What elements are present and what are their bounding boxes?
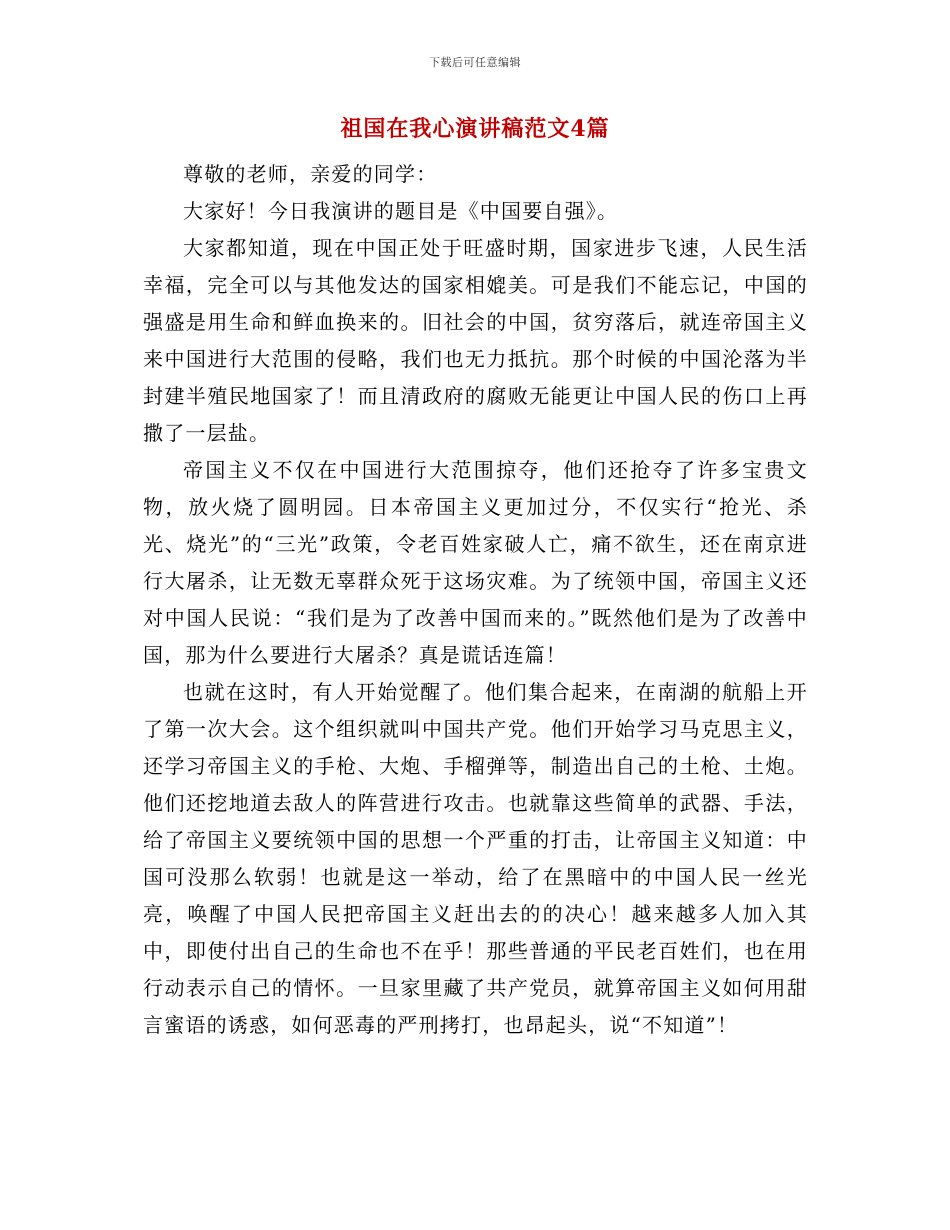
paragraph-2: 帝国主义不仅在中国进行大范围掠夺，他们还抢夺了许多宝贵文物，放火烧了圆明园。日本帝国主义更加过分，不仅实行“抢光、杀光、烧光”的“三光”政策，令老百姓家破人亡，痛不欲生，还在南京进行大屠杀，让无数无辜群众死于这场灾难。为了统领中国，帝国主义还对中国人民说：“我们是为了改善中国而来的。”既然他们是为了改善中国，那为什么要进行大屠杀？真是谎话连篇！	[143, 458, 808, 667]
document-body	[143, 156, 808, 1044]
paragraph-greeting: 大家好！今日我演讲的题目是《中国要自强》。	[183, 199, 619, 223]
header-note: 下载后可任意编辑	[429, 56, 521, 69]
paragraph-1: 大家都知道，现在中国正处于旺盛时期，国家进步飞速，人民生活幸福，完全可以与其他发达的国家相媲美。可是我们不能忘记，中国的强盛是用生命和鲜血换来的。旧社会的中国，贫穷落后，就连帝国主义来中国进行大范围的侵略，我们也无力抵抗。那个时候的中国沦落为半封建半殖民地国家了！而且清政府的腐败无能更让中国人民的伤口上再撒了一层盐。	[143, 236, 808, 445]
paragraph-3: 也就在这时，有人开始觉醒了。他们集合起来，在南湖的航船上开了第一次大会。这个组织就叫中国共产党。他们开始学习马克思主义，还学习帝国主义的手枪、大炮、手榴弹等，制造出自己的土枪、土炮。他们还挖地道去敌人的阵营进行攻击。也就靠这些简单的武器、手法，给了帝国主义要统领中国的思想一个严重的打击，让帝国主义知道：中国可没那么软弱！也就是这一举动，给了在黑暗中的中国人民一丝光亮，唤醒了中国人民把帝国主义赶出去的的决心！越来越多人加入其中，即使付出自己的生命也不在乎！那些普通的平民老百姓们，也在用行动表示自己的情怀。一旦家里藏了共产党员，就算帝国主义如何用甜言蜜语的诱惑，如何恶毒的严刑拷打，也昂起头，说“不知道”！	[143, 680, 808, 1037]
document-title: 祖国在我心演讲稿范文4篇	[340, 116, 610, 142]
paragraph-salutation: 尊敬的老师，亲爱的同学：	[183, 162, 438, 186]
